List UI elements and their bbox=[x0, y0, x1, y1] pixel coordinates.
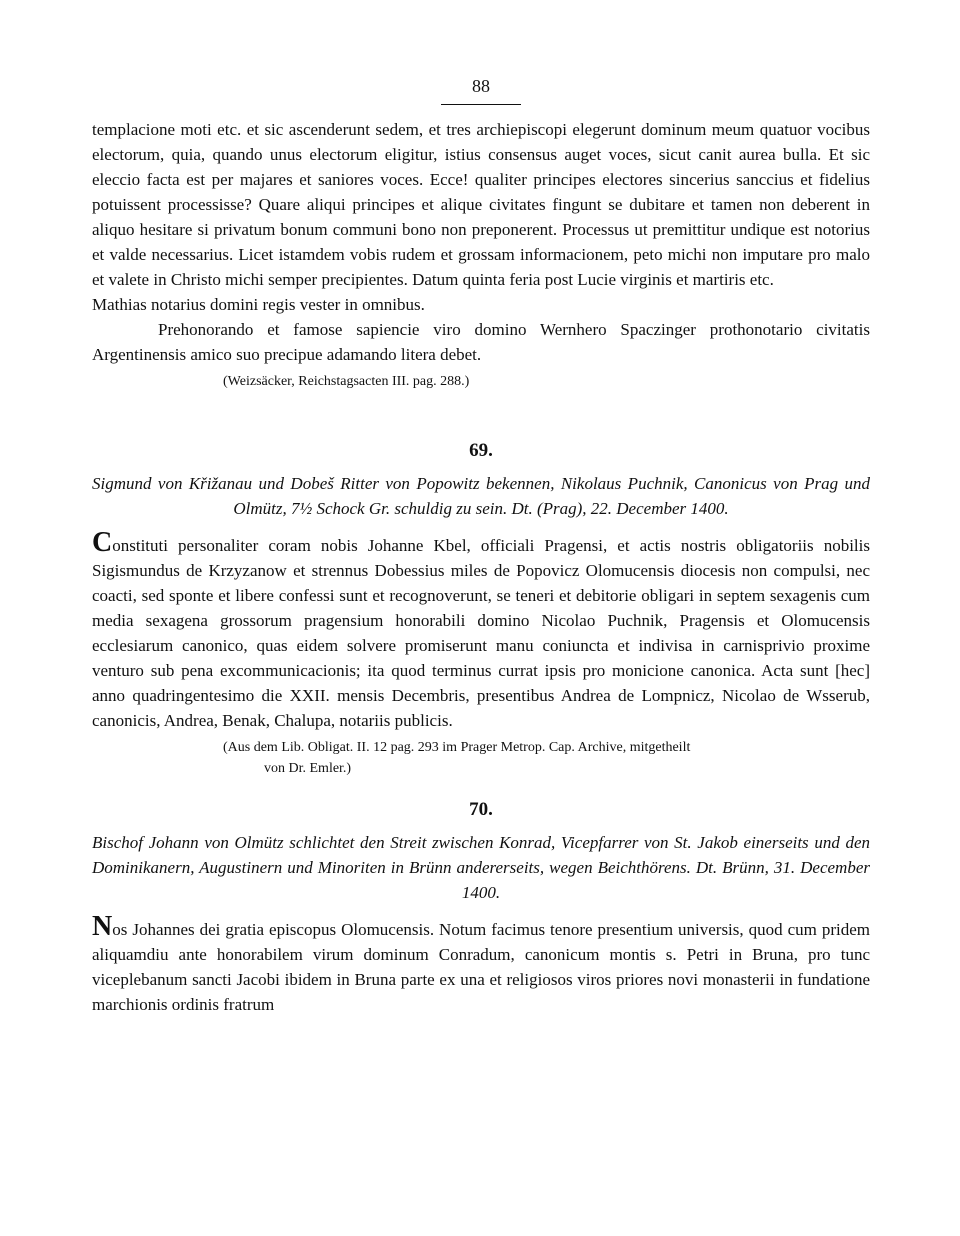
signature-line: Mathias notarius domini regis vester in omnibus. bbox=[92, 295, 425, 314]
address-paragraph: Prehonorando et famose sapiencie viro domino Wernhero Spaczinger prothonotario civitatis Argentinensis amico suo precipue adamando litera debet. bbox=[92, 320, 870, 364]
text-70-body: os Johannes dei gratia episcopus Olomucensis. Notum facimus tenore presentium universis, quod cum pridem aliquamdiu ante honorabilem virum dominum Conradum, canonicum montis s. Petri in Bruna, pro tunc viceplebanum sancti Jacobi ibidem in Bruna parte ex una et religiosos viros priores novi monasterii in fundatione marchionis ordinis fratrum bbox=[92, 920, 870, 1014]
summary-70: Bischof Johann von Olmütz schlichtet den Streit zwischen Konrad, Vicepfarrer von St. Jakob einerseits und den Dominikanern, Augustinern und Minoriten in Brünn andererseits, wegen Beichthörens. Dt. Brünn, 31. December 1400. bbox=[92, 833, 870, 902]
citation-69-line1: (Aus dem Lib. Obligat. II. 12 pag. 293 im Prager Metrop. Cap. Archive, mitgetheilt bbox=[223, 740, 691, 755]
header-rule bbox=[441, 104, 521, 105]
initial-letter-69: C bbox=[92, 527, 113, 558]
text-69-body: onstituti personaliter coram nobis Johanne Kbel, officiali Pragensi, et actis nostris obligatoriis nobilis Sigismundus de Krzyzanow et strennus Dobessius miles de Popovicz Olomucensis diocesis non compulsi, nec coacti, sed sponte et libere confessi sunt et recognoverunt, se teneri et debitorie obligari in septem sexagenis cum media sexagena grossorum pragensium honorabili domino Nicolao Puchnik, Pragensis et Olomucensis ecclesiarum canonico, quas eidem solvere promiserunt manu coniuncta et indivisa in carnisprivio proxime venturo sub pena excommunicacionis; ita quod terminus currat ipsis pro monicione canonica. Acta sunt [hec] anno quadringentesimo die XXII. mensis Decembris, presentibus Andrea de Lompnicz, Nicolao de Wsserub, canonicis, Andrea, Benak, Chalupa, notariis publicis. bbox=[92, 536, 870, 730]
document-number-70: 70. bbox=[469, 799, 493, 820]
page-number: 88 bbox=[472, 76, 490, 96]
citation-69-line2: von Dr. Emler.) bbox=[264, 761, 352, 776]
text-70 bbox=[92, 911, 870, 1017]
text-69 bbox=[92, 527, 870, 733]
document-number-69: 69. bbox=[469, 440, 493, 461]
citation-weizsaecker: (Weizsäcker, Reichstagsacten III. pag. 288.) bbox=[223, 374, 470, 389]
closing-paragraph: templacione moti etc. et sic ascenderunt sedem, et tres archiepiscopi elegerunt dominum meum quatuor vocibus electorum, quia, quando unus electorum eligitur, istius consensus auget voces, sicut canit aurea bulla. Et sic eleccio facta est per majares et saniores voces. Ecce! qualiter principes electores sincerius sanccius et fidelius potuissent processisse? Quare aliqui principes et alique civitates fingunt se dubitare et tamen non deberent in aliquo hesitare si privatum bonum communi bono non preponerent. Processus ut premittitur undique est notorius et valde necessarius. Licet istamdem vobis rudem et grossam informacionem, peto michi non imputare pro malo et valete in Christo michi semper precipientes. Datum quinta feria post Lucie virginis et martiris etc. bbox=[92, 120, 870, 289]
document-page bbox=[92, 70, 870, 1017]
initial-letter-70: N bbox=[92, 911, 113, 942]
summary-69: Sigmund von Křižanau und Dobeš Ritter von Popowitz bekennen, Nikolaus Puchnik, Canonicus von Prag und Olmütz, 7½ Schock Gr. schuldig zu sein. Dt. (Prag), 22. December 1400. bbox=[92, 474, 870, 518]
